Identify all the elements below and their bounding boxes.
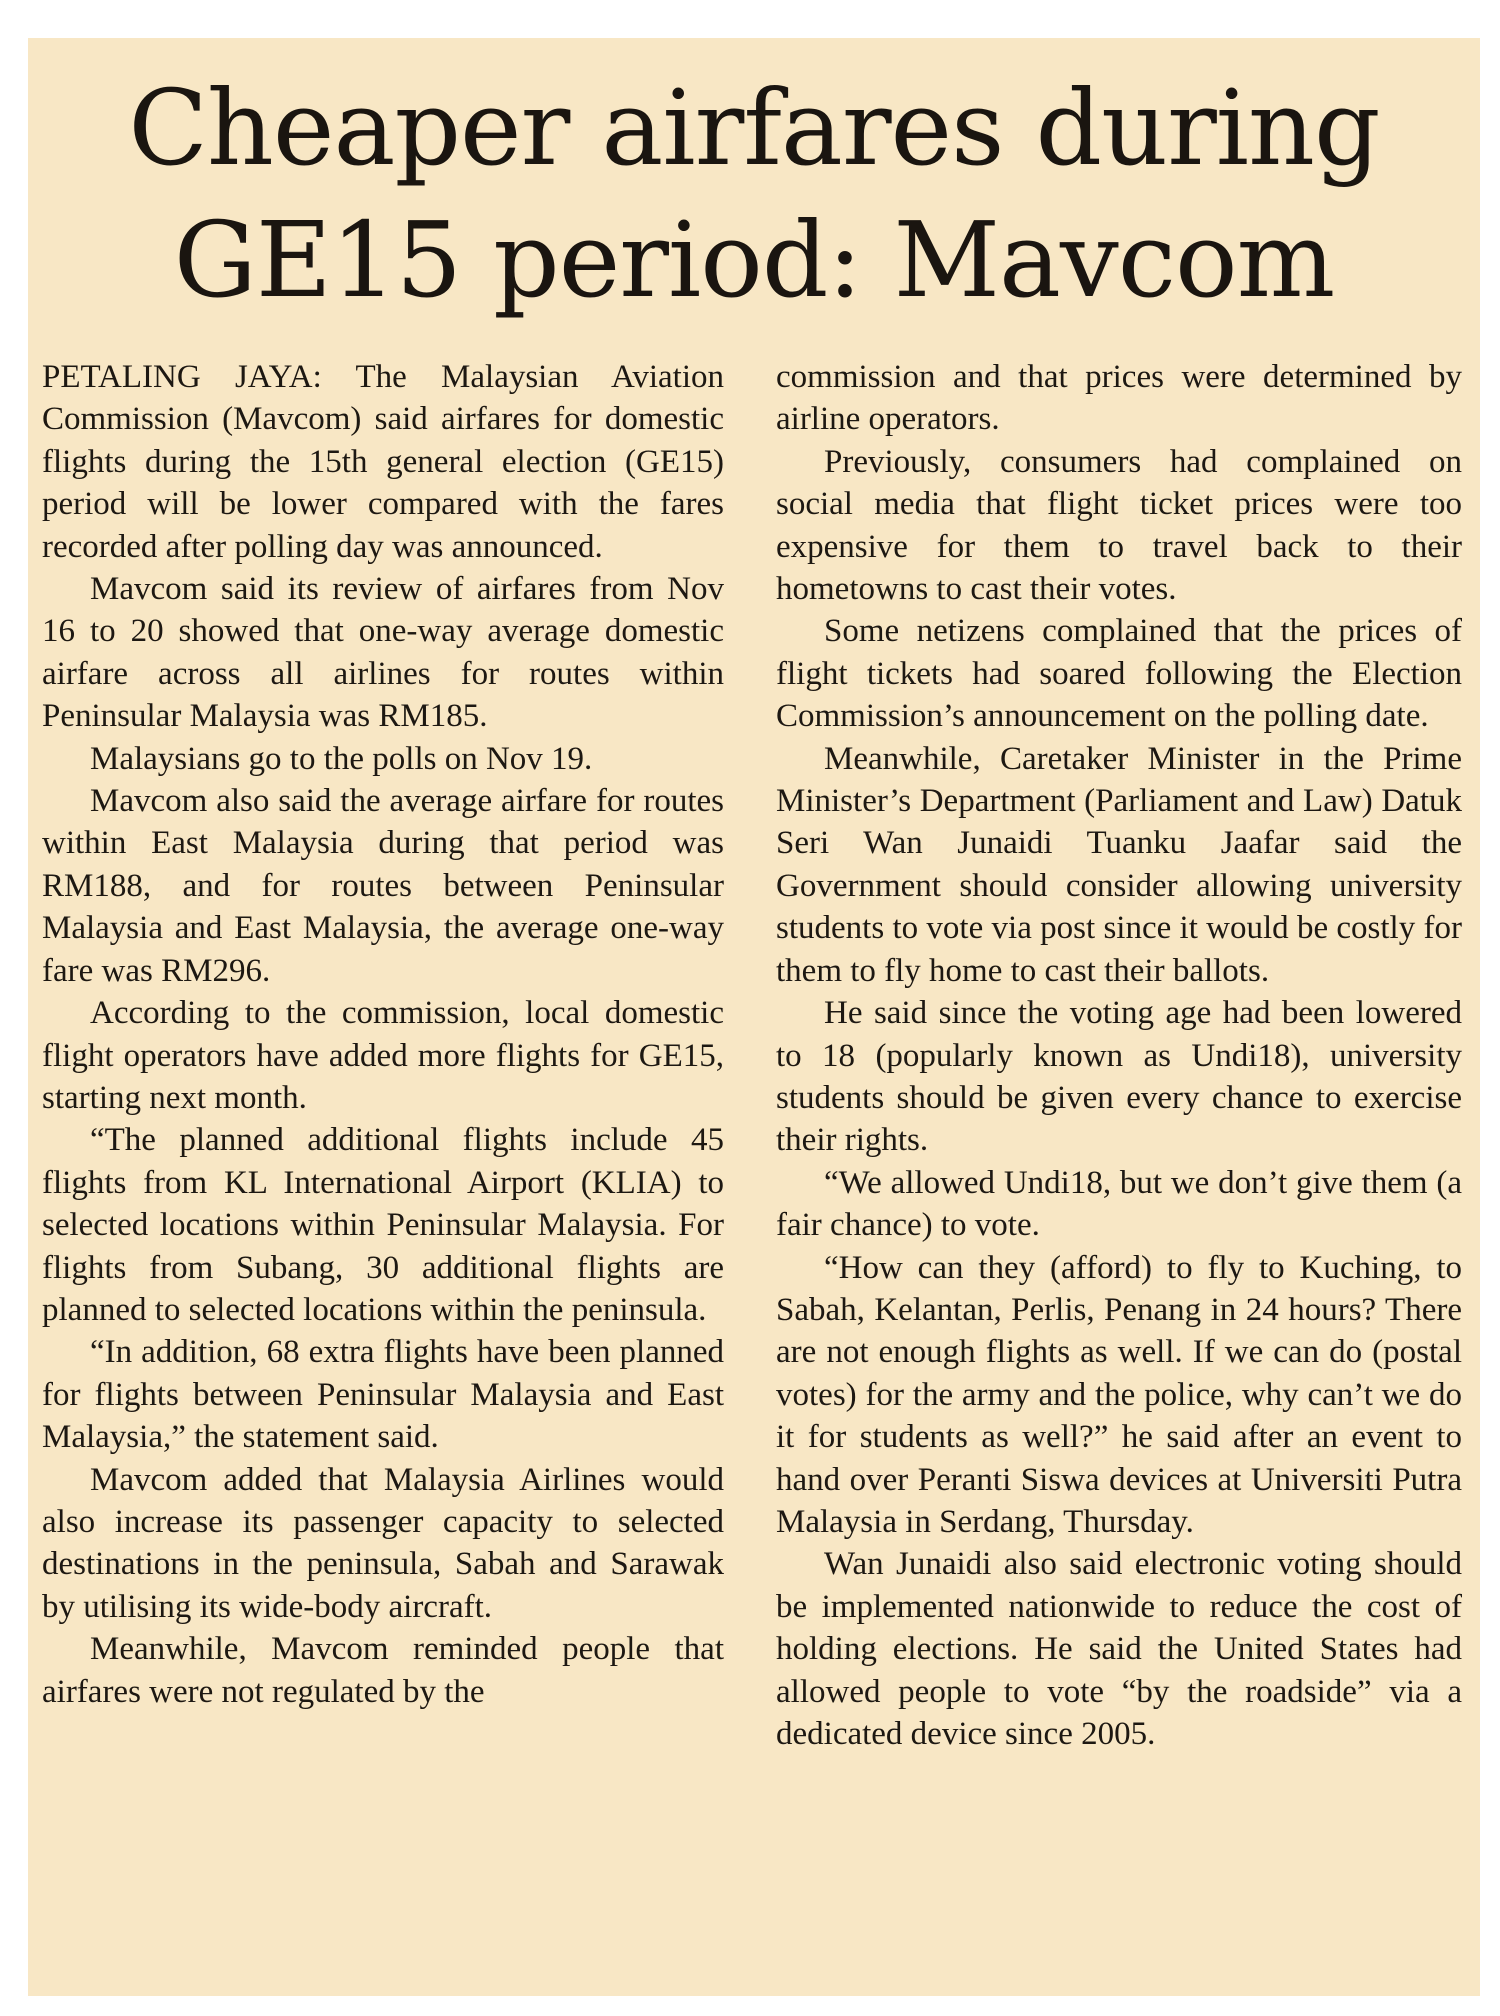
paragraph: “In addition, 68 extra flights have been planned for flights between Peninsular Malaysia and East Malaysia,” the statement said. xyxy=(42,1334,724,1456)
right-column xyxy=(776,356,1462,1976)
paragraph: Wan Junaidi also said electronic voting should be implemented nationwide to reduce the cost of holding elections. He said the United States had allowed people to vote “by the roadside” via a dedicated device since 2005. xyxy=(776,1546,1462,1752)
paragraph: commission and that prices were determined by airline operators. xyxy=(776,359,1462,438)
paragraph: According to the commission, local domestic flight operators have added more flights for GE15, starting next month. xyxy=(42,995,724,1116)
paragraph: He said since the voting age had been lowered to 18 (popularly known as Undi18), university students should be given every chance to exercise their rights. xyxy=(776,995,1462,1159)
left-column xyxy=(42,356,724,1976)
paragraph: Meanwhile, Caretaker Minister in the Prime Minister’s Department (Parliament and Law) Datuk Seri Wan Junaidi Tuanku Jaafar said the Government should consider allowing university students to vote via post since it would be costly for them to fly home to cast their ballots. xyxy=(776,740,1462,989)
news-clipping xyxy=(28,38,1480,1996)
paragraph: Mavcom said its review of airfares from Nov 16 to 20 showed that one-way average domestic airfare across all airlines for routes within Peninsular Malaysia was RM185. xyxy=(42,571,724,735)
paragraph: Malaysians go to the polls on Nov 19. xyxy=(90,740,593,777)
headline-line-2: GE15 period: Mavcom xyxy=(173,199,1335,321)
paragraph: PETALING JAYA: The Malaysian Aviation Commission (Mavcom) said airfares for domestic flights during the 15th general election (GE15) period will be lower compared with the fares recorded after polling day was announced. xyxy=(42,359,724,565)
paragraph: Mavcom also said the average airfare for routes within East Malaysia during that period was RM188, and for routes between Peninsular Malaysia and East Malaysia, the average one-way fare was RM296. xyxy=(42,783,724,989)
paragraph: Meanwhile, Mavcom reminded people that airfares were not regulated by the xyxy=(42,1631,724,1710)
paragraph: Mavcom added that Malaysia Airlines would also increase its passenger capacity to selected destinations in the peninsula, Sabah and Sarawak by utilising its wide-body aircraft. xyxy=(42,1461,724,1625)
paragraph: “How can they (afford) to fly to Kuching, to Sabah, Kelantan, Perlis, Penang in 24 hours? There are not enough flights as well. If we can do (postal votes) for the army and the police, why can’t we do it for students as well?” he said after an event to hand over Peranti Siswa devices at Universiti Putra Malaysia in Serdang, Thursday. xyxy=(776,1249,1462,1540)
headline-line-1: Cheaper airfares during xyxy=(128,67,1380,189)
paragraph: Previously, consumers had complained on social media that flight ticket prices were too expensive for them to travel back to their hometowns to cast their votes. xyxy=(776,443,1462,608)
paragraph: “The planned additional flights include 45 flights from KL International Airport (KLIA) to selected locations within Peninsular Malaysia. For flights from Subang, 30 additional flights are planned to selected locations within the peninsula. xyxy=(42,1122,724,1328)
headline xyxy=(28,62,1480,326)
paragraph: “We allowed Undi18, but we don’t give them (a fair chance) to vote. xyxy=(776,1164,1462,1244)
paragraph: Some netizens complained that the prices of flight tickets had soared following the Election Commission’s announcement on the polling date. xyxy=(776,613,1462,735)
